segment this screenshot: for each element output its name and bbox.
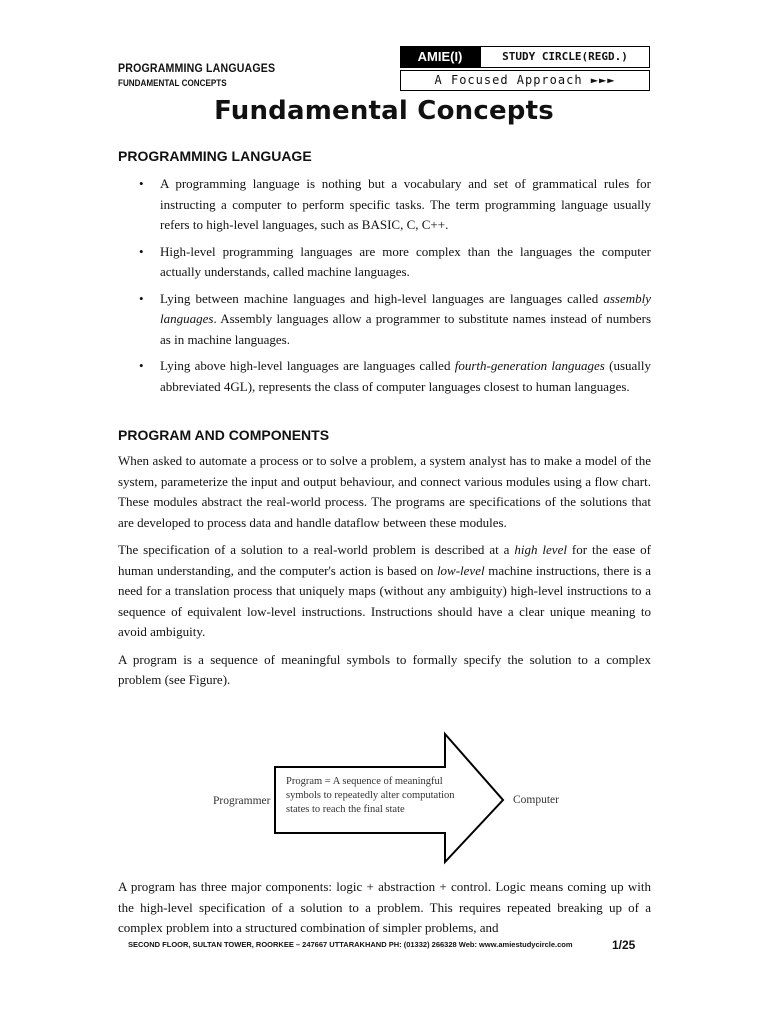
programmer-label: Programmer xyxy=(213,795,271,807)
brand-tagline: A Focused Approach ►►► xyxy=(400,70,650,91)
paragraph: The specification of a solution to a real-world problem is described at a high level for the ease of human understanding, and the computer's action is based on low-level machine instructions, there is a need for a translation process that uniquely maps (without any ambiguity) high-level instructions to a sequence of equivalent low-level instructions. Instructions should have a clear unique meaning to avoid ambiguity. xyxy=(118,542,651,639)
list-item: • High-level programming languages are more complex than the languages the computer actually understands, called machine languages. xyxy=(139,243,651,279)
list-item: • Lying above high-level languages are languages called fourth-generation languages (usually abbreviated 4GL), represents the class of computer languages closest to human languages. xyxy=(139,358,651,394)
bullet-icon: • xyxy=(139,290,144,306)
figure-box-line: symbols to repeatedly alter computation xyxy=(286,790,455,801)
list-item: • A programming language is nothing but a vocabulary and set of grammatical rules for instructing a computer to perform specific tasks. The term programming language usually refers to high-level languages, such as BASIC, C, C++. xyxy=(139,176,651,232)
paragraph: A program is a sequence of meaningful symbols to formally specify the solution to a complex problem (see Figure). xyxy=(118,651,651,687)
computer-label: Computer xyxy=(513,794,559,806)
section2-continued xyxy=(118,877,651,946)
brand-amie: AMIE(I) xyxy=(400,46,480,68)
section2-body xyxy=(118,451,651,698)
paragraph: When asked to automate a process or to solve a problem, a system analyst has to make a model of the system, parameterize the input and output behaviour, and connect various modules using a flow chart. These modules abstract the real-world process. The programs are specifications of the solutions that are developed to process data and handle dataflow between these modules. xyxy=(118,453,651,530)
figure-box-line: Program = A sequence of meaningful xyxy=(286,776,443,787)
figure-box-line: states to reach the final state xyxy=(286,804,405,815)
brand-logo xyxy=(400,46,650,90)
brand-study-circle: STUDY CIRCLE(REGD.) xyxy=(480,46,650,68)
section1-body xyxy=(118,174,651,403)
header-subject: PROGRAMMING LANGUAGES xyxy=(118,63,276,75)
bullet-icon: • xyxy=(139,243,144,259)
paragraph: A program has three major components: logic + abstraction + control. Logic means coming up with the high-level specification of a solution to a problem. This requires repeated breaking up of a complex problem into a structured combination of simpler problems, and xyxy=(118,879,651,935)
section-heading-programming-language: PROGRAMMING LANGUAGE xyxy=(118,148,312,164)
arrow-diagram xyxy=(205,730,565,870)
section-heading-program-components: PROGRAM AND COMPONENTS xyxy=(118,427,330,443)
running-header xyxy=(118,62,289,90)
program-figure xyxy=(205,730,565,870)
bullet-list xyxy=(118,174,651,397)
list-item: • Lying between machine languages and high-level languages are languages called assembly languages. Assembly languages allow a programmer to substitute names instead of numbers as in machine languages. xyxy=(139,290,651,347)
page-title: Fundamental Concepts xyxy=(214,96,554,126)
page-number: 1/25 xyxy=(612,938,636,952)
page-footer: SECOND FLOOR, SULTAN TOWER, ROORKEE – 247667 UTTARAKHAND PH: (01332) 266328 Web: www.amiestudycircle.com xyxy=(128,940,573,949)
bullet-icon: • xyxy=(139,358,144,373)
header-topic: FUNDAMENTAL CONCEPTS xyxy=(118,78,227,88)
bullet-icon: • xyxy=(139,176,144,191)
